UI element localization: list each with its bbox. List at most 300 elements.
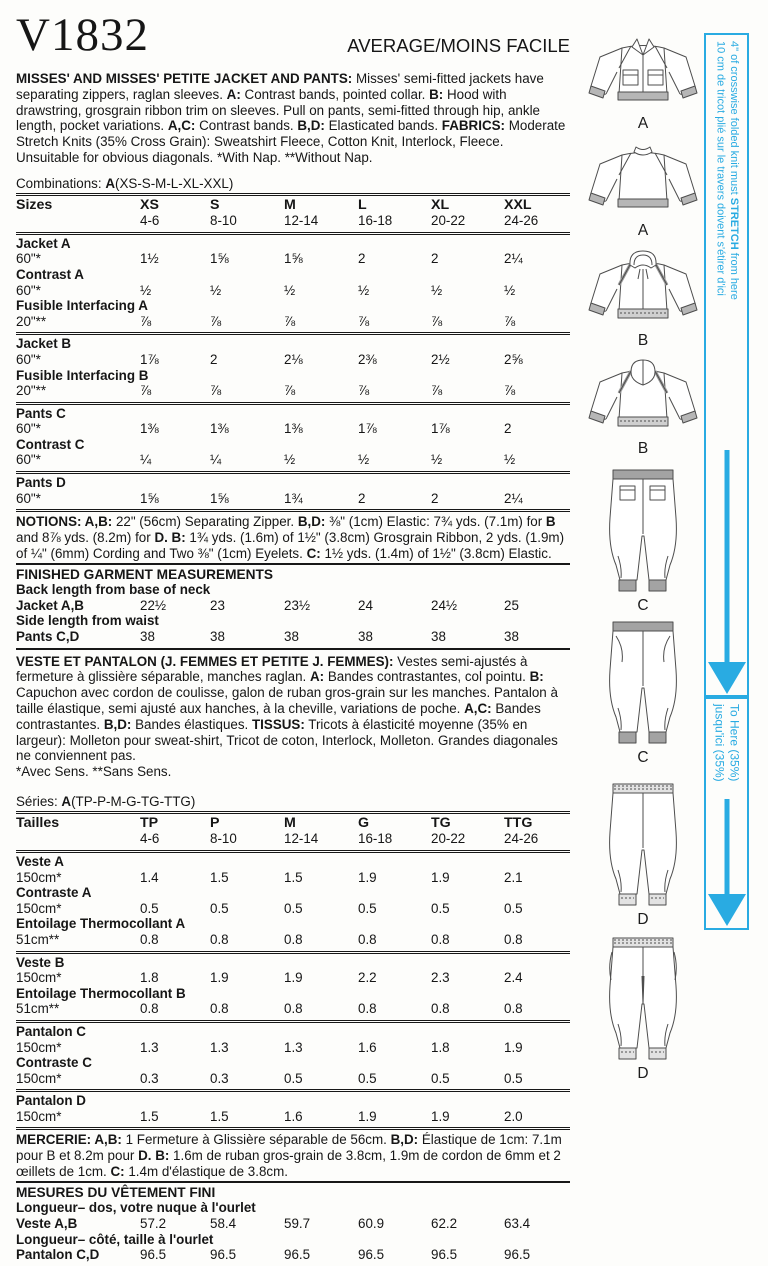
garment-row-label: Pants C,D xyxy=(16,629,80,645)
text-segment: STRETCH xyxy=(728,197,740,250)
table-cell: 96.5 xyxy=(504,1247,531,1263)
table-section xyxy=(16,332,570,401)
garment-row-label: Jacket A xyxy=(16,235,71,251)
masthead xyxy=(16,6,570,62)
table-section xyxy=(16,951,570,1020)
table-row xyxy=(16,198,570,214)
table-cell: 1.9 xyxy=(358,1108,377,1124)
table-cell: 12-14 xyxy=(284,213,319,229)
table-cell: 0.8 xyxy=(431,1001,450,1017)
table-cell: 0.5 xyxy=(140,900,159,916)
down-arrow-shaft xyxy=(724,450,729,663)
table-cell: 96.5 xyxy=(210,1247,237,1263)
garment-row-label: Contrast A xyxy=(16,266,84,282)
table-cell: ⅞ xyxy=(210,383,222,399)
pants-d-front-drawing xyxy=(598,782,688,910)
table-cell: 1⅜ xyxy=(284,421,303,437)
table-cell: 0.3 xyxy=(140,1070,159,1086)
figure-jacket-a-front xyxy=(584,32,702,133)
table-cell: ¼ xyxy=(140,452,152,468)
figure-pants-d-front xyxy=(584,782,702,929)
table-cell: 23½ xyxy=(284,597,311,613)
text-segment: D. B: xyxy=(154,530,186,546)
table-cell: 4-6 xyxy=(140,831,160,847)
table-cell: 57.2 xyxy=(140,1216,167,1232)
table-row xyxy=(16,901,570,917)
measurement-sublabel: Longueur– dos, votre nuque à l'ourlet xyxy=(16,1200,256,1216)
table-cell: ⅞ xyxy=(504,383,516,399)
table-cell: ½ xyxy=(431,282,443,298)
yardage-table-english xyxy=(16,193,570,513)
table-row xyxy=(16,352,570,368)
table-cell: XS xyxy=(140,196,159,213)
table-cell: ½ xyxy=(140,282,152,298)
text-segment: Capuchon avec cordon de coulisse, galon de ruban gros-grain sur les manches. Pantalon à taille élastique, semi ajusté aux hanches, à la cheville, variations de poche. xyxy=(16,685,558,717)
text-segment: Contrast bands, pointed collar. xyxy=(240,86,430,102)
table-cell: 1.5 xyxy=(210,869,229,885)
table-row xyxy=(16,1040,570,1056)
table-cell: 1.5 xyxy=(210,1108,229,1124)
table-cell: 60"* xyxy=(16,282,41,298)
table-cell: 22½ xyxy=(140,597,167,613)
text-segment: C: xyxy=(306,545,321,561)
table-cell: 96.5 xyxy=(358,1247,385,1263)
table-cell: M xyxy=(284,814,296,831)
table-cell: 38 xyxy=(504,629,519,645)
figure-label: C xyxy=(637,749,649,766)
text-segment: C: xyxy=(110,1164,125,1180)
table-cell: P xyxy=(210,814,220,831)
text-segment: Séries: xyxy=(16,794,62,809)
table-cell: ½ xyxy=(284,282,296,298)
table-row xyxy=(16,213,570,229)
garment-row-label: Veste A,B xyxy=(16,1216,78,1232)
table-cell: 25 xyxy=(504,597,519,613)
table-cell: 1.3 xyxy=(210,1039,229,1055)
table-cell: ⅞ xyxy=(284,383,296,399)
table-cell: 12-14 xyxy=(284,831,319,847)
table-cell: ⅞ xyxy=(358,383,370,399)
figure-label: D xyxy=(637,911,649,928)
measurement-sublabel: Longueur– côté, taille à l'ourlet xyxy=(16,1231,214,1247)
table-cell: 1.6 xyxy=(358,1039,377,1055)
text-segment: A: xyxy=(310,669,325,685)
table-cell: 23 xyxy=(210,597,225,613)
table-cell: 0.8 xyxy=(140,931,159,947)
text-segment: A,C: xyxy=(167,118,196,134)
table-row xyxy=(16,816,570,832)
stretch-instruction-english xyxy=(727,41,741,300)
text-segment: 10 cm de tricot plié sur le travers doivent s'étirer d'ici xyxy=(714,41,727,296)
table-row xyxy=(16,970,570,986)
table-cell: 0.8 xyxy=(140,1001,159,1017)
pants-c-front-drawing xyxy=(598,620,688,748)
table-section xyxy=(16,402,570,471)
table-cell: 0.5 xyxy=(210,900,229,916)
table-cell: 2 xyxy=(431,490,439,506)
text-segment: 22" (56cm) Separating Zipper. xyxy=(112,514,298,530)
combinations-line xyxy=(16,176,570,192)
text-segment: ⅜" (1cm) Elastic: 7¾ yds. (7.1m) for xyxy=(325,514,546,530)
table-cell xyxy=(16,1247,140,1263)
text-segment: 4" of crosswise folded knit must xyxy=(728,41,740,198)
text-segment: A: xyxy=(226,86,241,102)
difficulty-rating: AVERAGE/MOINS FACILE xyxy=(347,34,570,56)
text-segment: Contrast bands. xyxy=(195,118,298,134)
table-cell: XL xyxy=(431,196,450,213)
table-cell: 2.1 xyxy=(504,869,523,885)
table-cell: ⅞ xyxy=(431,313,443,329)
table-cell xyxy=(16,1216,140,1232)
text-segment: 1¾ yds. (1.6m) of 1½" (3.8cm) Grosgrain Ribbon, 2 yds. (1.9m) of ¼" (6mm) Cording and Two ⅜" (1cm) Eyelets. xyxy=(16,530,565,561)
text-segment: (XS-S-M-L-XL-XXL) xyxy=(115,175,234,191)
table-cell: 0.8 xyxy=(210,1001,229,1017)
text-segment: A,C: xyxy=(464,701,492,717)
garment-row-label: Pantalon C,D xyxy=(16,1247,100,1263)
figure-jacket-b-front xyxy=(584,247,702,350)
figure-label: D xyxy=(637,1065,649,1082)
table-cell: 96.5 xyxy=(431,1247,458,1263)
table-cell: 2⅛ xyxy=(284,351,303,367)
table-cell: 4-6 xyxy=(140,213,160,229)
table-cell: 1⅞ xyxy=(140,351,159,367)
table-cell: 2½ xyxy=(431,351,450,367)
garment-row-label: Contraste A xyxy=(16,885,92,901)
text-segment: Combinations: xyxy=(16,175,106,191)
table-row xyxy=(16,421,570,437)
garment-row-label: Pantalon C xyxy=(16,1023,86,1039)
to-here-english: To Here (35%) xyxy=(727,704,742,782)
table-cell: ½ xyxy=(284,452,296,468)
table-cell: ½ xyxy=(431,452,443,468)
table-cell: 8-10 xyxy=(210,213,237,229)
table-cell: 2 xyxy=(431,251,439,267)
text-segment: B,D: xyxy=(103,716,132,732)
table-cell: TTG xyxy=(504,814,533,831)
table-cell: 58.4 xyxy=(210,1216,237,1232)
table-cell: L xyxy=(358,196,367,213)
table-cell: 60"* xyxy=(16,351,41,367)
table-cell: 150cm* xyxy=(16,970,62,986)
envelope-back xyxy=(16,6,570,1266)
table-cell: Tailles xyxy=(16,814,60,831)
table-cell: XXL xyxy=(504,196,532,213)
table-cell: 51cm** xyxy=(16,931,60,947)
garment-row-label: Fusible Interfacing A xyxy=(16,298,148,314)
text-segment: B: xyxy=(429,86,444,102)
text-segment: NOTIONS: A,B: xyxy=(16,514,113,530)
down-arrow-icon xyxy=(708,662,746,694)
table-cell xyxy=(16,831,140,847)
table-cell: 2 xyxy=(358,490,366,506)
table-cell: 16-18 xyxy=(358,831,393,847)
text-segment: B,D: xyxy=(390,1132,419,1148)
table-cell: 1.9 xyxy=(431,1108,450,1124)
table-row xyxy=(16,629,570,645)
jacket-a-front-drawing xyxy=(587,32,699,114)
table-cell: 60"* xyxy=(16,251,41,267)
table-section xyxy=(16,471,570,509)
nap-notes-french: *Avec Sens. **Sans Sens. xyxy=(16,764,172,780)
table-cell: 150cm* xyxy=(16,1070,62,1086)
table-cell xyxy=(16,629,140,645)
table-cell: 38 xyxy=(210,629,225,645)
table-header xyxy=(16,814,570,853)
text-segment: Élastique de 1cm: 7.1m pour B et 8.2m pour xyxy=(16,1132,562,1164)
garment-row-label: Pantalon D xyxy=(16,1093,86,1109)
text-segment: and 8⅞ yds. (8.2m) for xyxy=(16,530,155,546)
table-cell xyxy=(16,213,140,229)
table-cell: 60"* xyxy=(16,490,41,506)
garment-row-label: Veste B xyxy=(16,954,65,970)
figure-pants-d-back xyxy=(584,936,702,1083)
table-row xyxy=(16,314,570,330)
text-segment: FABRICS: xyxy=(441,118,506,134)
table-cell: 1.8 xyxy=(140,970,159,986)
table-cell: 0.5 xyxy=(504,900,523,916)
text-segment: 1 Fermeture à Glissière séparable de 56cm. xyxy=(121,1132,391,1148)
table-cell: 38 xyxy=(431,629,446,645)
text-segment: Bandes contrastantes. xyxy=(16,701,541,732)
table-cell: 96.5 xyxy=(284,1247,311,1263)
pants-d-back-drawing xyxy=(598,936,688,1064)
text-segment: Moderate Stretch Knits (35% Cross Grain): Sweatshirt Fleece, Cotton Knit, Interlock, Fleece. Unsuitable for obvious diagonals. *With Nap. **Without Nap. xyxy=(16,118,566,165)
text-segment: B: xyxy=(529,669,544,685)
table-row xyxy=(16,598,570,614)
table-cell: S xyxy=(210,196,220,213)
table-cell: 2⅜ xyxy=(358,351,377,367)
table-cell: 60"* xyxy=(16,421,41,437)
table-cell: 8-10 xyxy=(210,831,237,847)
table-cell: ⅞ xyxy=(140,383,152,399)
table-cell: 1⅝ xyxy=(284,251,303,267)
description-french xyxy=(16,654,570,765)
table-cell: 2 xyxy=(358,251,366,267)
table-section xyxy=(16,1089,570,1127)
table-cell: 1¾ xyxy=(284,490,303,506)
table-cell: 0.8 xyxy=(504,931,523,947)
table-cell: ½ xyxy=(210,282,222,298)
down-arrow-shaft xyxy=(724,799,729,895)
table-cell: TG xyxy=(431,814,451,831)
section-title: FINISHED GARMENT MEASUREMENTS xyxy=(16,566,274,582)
notions-paragraph xyxy=(16,514,570,561)
table-cell: 63.4 xyxy=(504,1216,531,1232)
figure-label: C xyxy=(637,597,649,614)
table-row xyxy=(16,1001,570,1017)
garment-row-label: Pants D xyxy=(16,475,66,491)
table-cell: 96.5 xyxy=(140,1247,167,1263)
table-cell: 0.8 xyxy=(284,931,303,947)
to-here-french: jusqu'ici (35%) xyxy=(712,704,727,782)
text-segment: TISSUS: xyxy=(251,716,305,732)
stretch-instruction-french xyxy=(713,41,727,300)
figure-jacket-b-back xyxy=(584,355,702,458)
figure-pants-c-front xyxy=(584,620,702,767)
table-cell: 1.3 xyxy=(140,1039,159,1055)
mercerie-paragraph xyxy=(16,1132,570,1179)
garment-row-label: Contrast C xyxy=(16,436,85,452)
table-cell: 24½ xyxy=(431,597,458,613)
to-here-labels xyxy=(712,704,742,782)
table-cell: 24 xyxy=(358,597,373,613)
garment-row-label: Jacket A,B xyxy=(16,597,84,613)
finished-measurements-french xyxy=(16,1181,570,1266)
table-cell: 150cm* xyxy=(16,1108,62,1124)
measurement-sublabel: Back length from base of neck xyxy=(16,582,211,598)
table-cell: 0.8 xyxy=(284,1001,303,1017)
table-cell: 0.5 xyxy=(431,1070,450,1086)
table-header xyxy=(16,196,570,235)
garment-row-label: Fusible Interfacing B xyxy=(16,367,149,383)
table-cell: 2¼ xyxy=(504,490,523,506)
figure-label: A xyxy=(637,115,649,132)
text-segment: MISSES' AND MISSES' PETITE JACKET AND PANTS: xyxy=(16,71,353,86)
table-cell: 0.5 xyxy=(284,900,303,916)
text-segment: VESTE ET PANTALON (J. FEMMES ET PETITE J. FEMMES): xyxy=(16,653,394,669)
table-cell: ⅞ xyxy=(431,383,443,399)
table-cell: 2.4 xyxy=(504,970,523,986)
table-cell: 0.5 xyxy=(504,1070,523,1086)
table-cell: ½ xyxy=(504,282,516,298)
table-cell: 16-18 xyxy=(358,213,393,229)
table-cell: 0.5 xyxy=(358,1070,377,1086)
table-cell: 1.4 xyxy=(140,869,159,885)
table-cell: ⅞ xyxy=(284,313,296,329)
table-cell: 60.9 xyxy=(358,1216,385,1232)
table-cell: ½ xyxy=(504,452,516,468)
table-cell: 0.8 xyxy=(504,1001,523,1017)
table-cell: 1.9 xyxy=(504,1039,523,1055)
garment-row-label: Entoilage Thermocollant A xyxy=(16,916,186,932)
table-cell: 1.9 xyxy=(210,970,229,986)
finished-measurements-english xyxy=(16,563,570,650)
jacket-a-back-drawing xyxy=(587,139,699,221)
table-cell: 20-22 xyxy=(431,831,466,847)
table-cell: 38 xyxy=(284,629,299,645)
table-section xyxy=(16,853,570,951)
table-cell: 20"** xyxy=(16,313,47,329)
table-cell: TP xyxy=(140,814,159,831)
table-cell: ½ xyxy=(358,282,370,298)
table-cell: 1.8 xyxy=(431,1039,450,1055)
table-cell: 1.3 xyxy=(284,1039,303,1055)
table-cell: 24-26 xyxy=(504,831,539,847)
table-cell: ⅞ xyxy=(210,313,222,329)
table-cell: ½ xyxy=(358,452,370,468)
text-segment: B,D: xyxy=(297,514,326,530)
table-cell: 1⅝ xyxy=(210,490,229,506)
table-cell: 38 xyxy=(358,629,373,645)
table-cell: ⅞ xyxy=(504,313,516,329)
table-cell: 2.0 xyxy=(504,1108,523,1124)
table-cell: 0.8 xyxy=(431,931,450,947)
section-title: MESURES DU VÊTEMENT FINI xyxy=(16,1184,216,1200)
table-cell: 150cm* xyxy=(16,1039,62,1055)
text-segment: Vestes semi-ajustés à fermeture à glissière séparable, manches raglan. xyxy=(16,653,528,685)
table-cell: 1⅞ xyxy=(431,421,450,437)
yardage-table-french xyxy=(16,811,570,1131)
text-segment: B xyxy=(545,514,556,530)
table-row xyxy=(16,932,570,948)
table-cell: 2¼ xyxy=(504,251,523,267)
table-cell: G xyxy=(358,814,370,831)
table-cell: 1.5 xyxy=(284,869,303,885)
text-segment: D. B: xyxy=(138,1148,170,1164)
text-segment: Elasticated bands. xyxy=(324,118,442,134)
table-cell: 0.8 xyxy=(210,931,229,947)
down-arrow-icon xyxy=(708,894,746,926)
text-segment: Bandes élastiques. xyxy=(131,716,252,732)
table-cell: 0.8 xyxy=(358,931,377,947)
table-cell: 1.9 xyxy=(431,869,450,885)
table-cell: 1⅝ xyxy=(140,490,159,506)
garment-row-label: Pants C xyxy=(16,405,66,421)
table-cell: 1.6 xyxy=(284,1108,303,1124)
table-row xyxy=(16,283,570,299)
garment-row-label: Entoilage Thermocollant B xyxy=(16,985,186,1001)
stretch-gauge-top-box xyxy=(704,33,749,697)
table-cell: 24-26 xyxy=(504,213,539,229)
description-english xyxy=(16,71,570,166)
text-segment: 1½ yds. (1.4m) of 1½" (3.8cm) Elastic. xyxy=(320,545,552,561)
table-cell: 59.7 xyxy=(284,1216,311,1232)
table-cell: 0.5 xyxy=(431,900,450,916)
table-cell: 2.3 xyxy=(431,970,450,986)
table-cell: 60"* xyxy=(16,452,41,468)
measurement-sublabel: Side length from waist xyxy=(16,613,159,629)
text-segment: Tricots à élasticité moyenne (35% en largeur): Molleton pour sweat-shirt, Tricot de coton, Interlock, Molleton. Grandes diagonales ne conviennent pas. xyxy=(16,716,558,764)
table-section xyxy=(16,235,570,333)
garment-row-label: Contraste C xyxy=(16,1055,92,1071)
table-row xyxy=(16,1071,570,1087)
figure-jacket-a-back xyxy=(584,139,702,240)
figure-label: B xyxy=(637,440,649,457)
table-row xyxy=(16,1109,570,1125)
jacket-b-front-drawing xyxy=(587,247,699,331)
table-cell: 20"** xyxy=(16,383,47,399)
table-cell: 20-22 xyxy=(431,213,466,229)
text-segment: A xyxy=(105,175,115,191)
text-segment: Bandes contrastantes, col pointu. xyxy=(324,669,530,685)
text-segment: 1.6m de ruban gros-grain de 3.8cm, 1.9m de cordon de 6mm et 2 œillets de 1cm. xyxy=(16,1148,561,1180)
figure-pants-c-back xyxy=(584,468,702,615)
table-cell: 1⅝ xyxy=(210,251,229,267)
table-cell xyxy=(16,598,140,614)
text-segment: A xyxy=(61,794,72,809)
table-row xyxy=(16,491,570,507)
table-cell: 1⅜ xyxy=(210,421,229,437)
table-cell: 150cm* xyxy=(16,900,62,916)
series-line xyxy=(16,794,570,810)
table-cell: 150cm* xyxy=(16,869,62,885)
text-segment: (TP-P-M-G-TG-TTG) xyxy=(71,794,196,809)
text-segment: B,D: xyxy=(297,118,325,134)
garment-row-label: Jacket B xyxy=(16,336,72,352)
jacket-b-back-drawing xyxy=(587,355,699,439)
text-segment: Hood with drawstring, grosgrain ribbon trim on sleeves. Pull on pants, semi-fitted through hip, ankle length, pocket variations. xyxy=(16,86,540,134)
text-segment: Misses' semi-fitted jackets have separating zippers, raglan sleeves. xyxy=(16,71,544,102)
table-cell: ¼ xyxy=(210,452,222,468)
table-cell: 1½ xyxy=(140,251,159,267)
table-cell: 0.3 xyxy=(210,1070,229,1086)
table-row xyxy=(16,251,570,267)
table-row xyxy=(16,870,570,886)
table-cell: 1⅞ xyxy=(358,421,377,437)
table-row xyxy=(16,1247,570,1263)
table-cell: 2⅝ xyxy=(504,351,523,367)
table-row xyxy=(16,383,570,399)
